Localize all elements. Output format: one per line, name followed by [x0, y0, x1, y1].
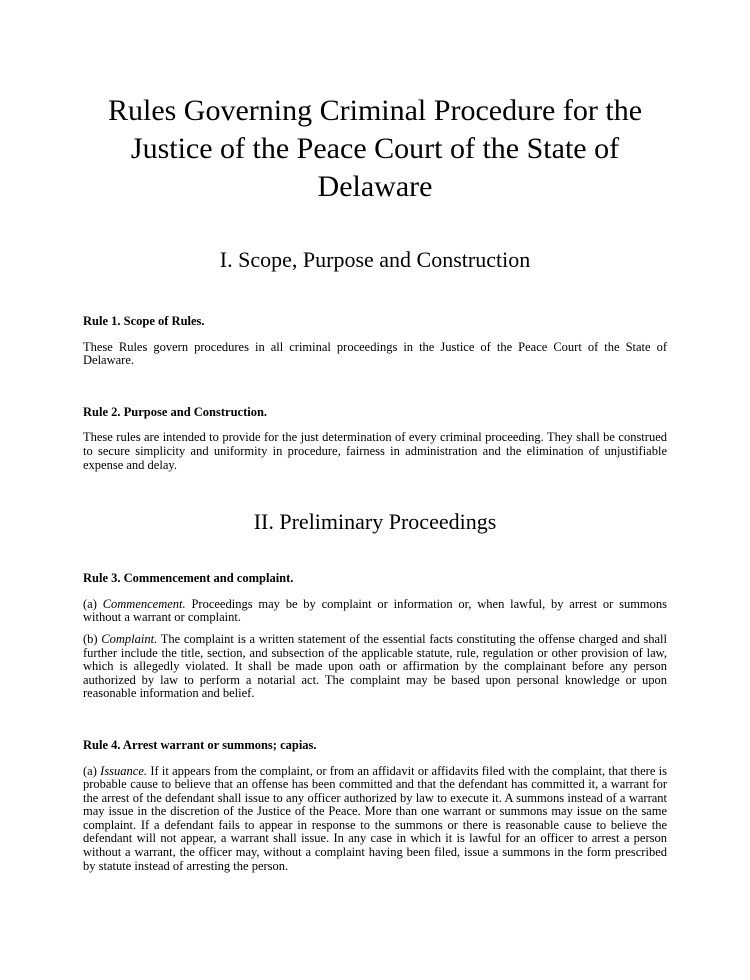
document-title-line-2: Justice of the Peace Court of the State of: [130, 132, 620, 165]
document-title-line-3: Delaware: [317, 170, 433, 203]
paragraph-caption: Issuance.: [100, 763, 148, 778]
paragraph-caption: Commencement.: [102, 596, 186, 611]
document-title-line-1: Rules Governing Criminal Procedure for the: [107, 94, 643, 127]
rule-1: [83, 315, 667, 368]
rule-2: [83, 406, 667, 472]
paragraph-text: The complaint is a written statement of the essential facts constituting the offense charged and shall further include the title, section, and subsection of the applicable statute, rule, regulation or other provision of law, which is allegedly violated. It shall be made upon oath or affirmation by the complainant before any person authorized by law to perform a notarial act. The complaint may be based upon personal knowledge or upon reasonable information and belief.: [83, 631, 668, 701]
rule-heading: Rule 4. Arrest warrant or summons; capias.: [83, 737, 317, 752]
rule-paragraph: These rules are intended to provide for the just determination of every criminal proceeding. They shall be construed to secure simplicity and uniformity in procedure, fairness in administration and the elimination of unjustifiable expense and delay.: [83, 430, 667, 472]
rule-paragraph: These Rules govern procedures in all criminal proceedings in the Justice of the Peace Court of the State of Delaware.: [83, 339, 667, 368]
paragraph-label: (b): [83, 631, 98, 646]
section-heading-preliminary: II. Preliminary Proceedings: [253, 509, 497, 535]
paragraph-text: If it appears from the complaint, or from an affidavit or affidavits filed with the complaint, that there is probable cause to believe that an offense has been committed and that the defendant has committed it, a warrant for the arrest of the defendant shall issue to any officer authorized by law to execute it. A summons instead of a warrant may issue in the discretion of the Justice of the Peace. More than one warrant or summons may issue on the same complaint. If a defendant fails to appear in response to the summons or there is reasonable cause to believe the defendant will not appear, a warrant shall issue. In any case in which it is lawful for an officer to arrest a person without a warrant, the officer may, without a complaint having been filed, issue a summons in the form prescribed by statute instead of arresting the person.: [83, 763, 668, 873]
rule-heading: Rule 1. Scope of Rules.: [83, 314, 205, 328]
section-heading-scope: I. Scope, Purpose and Construction: [219, 247, 531, 272]
rule-paragraph-a: [83, 765, 667, 874]
paragraph-label: (a): [83, 596, 97, 611]
rule-4: [83, 739, 667, 873]
rule-paragraph-a: [83, 598, 667, 625]
paragraph-label: (a): [83, 763, 97, 778]
paragraph-caption: Complaint.: [101, 631, 158, 646]
rule-heading: Rule 3. Commencement and complaint.: [83, 571, 294, 586]
paragraph-text: Proceedings may be by complaint or information or, when lawful, by arrest or summons without a warrant or complaint.: [83, 596, 668, 625]
rule-3: [83, 572, 667, 701]
rule-heading: Rule 2. Purpose and Construction.: [83, 404, 268, 419]
document-title: [83, 92, 667, 206]
rule-paragraph-b: [83, 633, 667, 701]
